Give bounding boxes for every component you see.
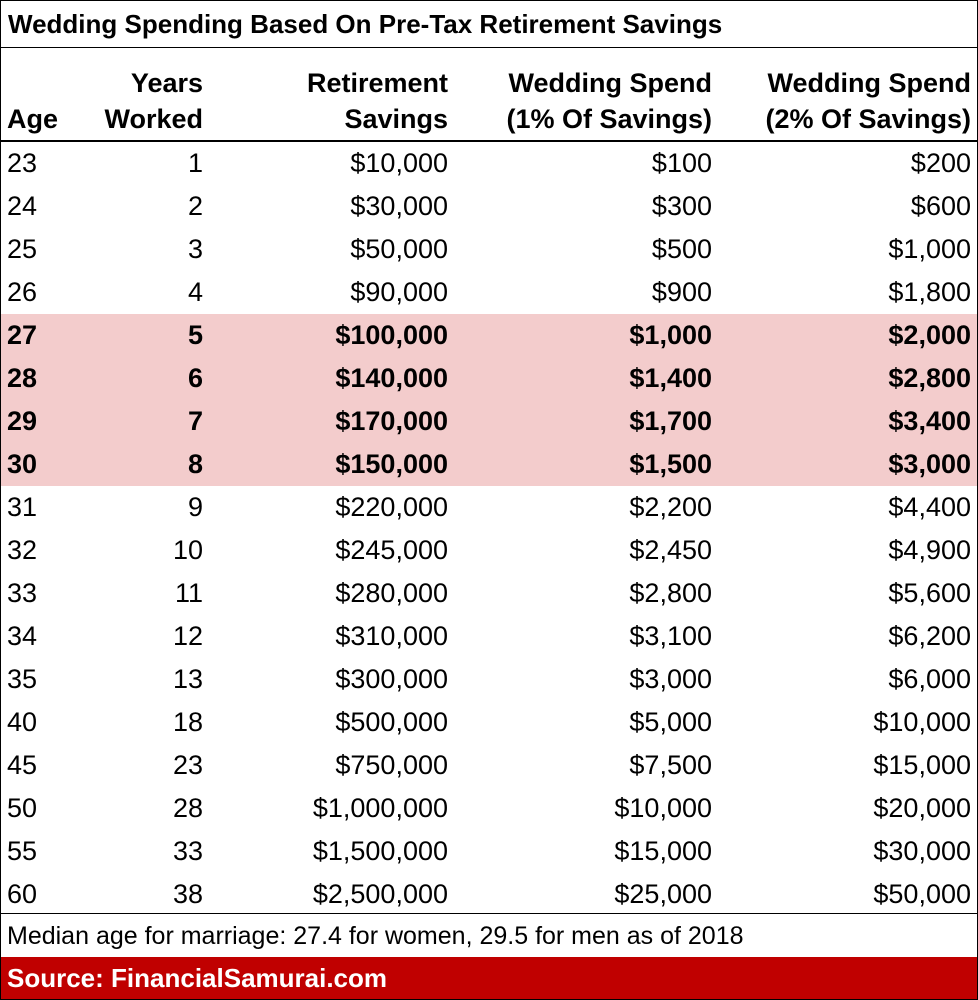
table-row xyxy=(1,400,977,443)
table-row xyxy=(1,615,977,658)
cell-retirement-savings: $30,000 xyxy=(350,191,448,221)
table-row xyxy=(1,701,977,744)
cell-wedding-spend-1pct: $7,500 xyxy=(629,750,712,780)
table-row xyxy=(1,185,977,228)
cell-retirement-savings: $170,000 xyxy=(335,406,448,436)
cell-age: 26 xyxy=(7,277,38,307)
header-years-worked xyxy=(104,65,203,137)
cell-years-worked: 8 xyxy=(187,449,203,479)
cell-retirement-savings: $280,000 xyxy=(335,578,448,608)
table-body xyxy=(1,142,977,916)
cell-wedding-spend-1pct: $300 xyxy=(651,191,712,221)
cell-years-worked: 2 xyxy=(187,191,203,221)
cell-wedding-spend-1pct: $1,500 xyxy=(629,449,712,479)
cell-wedding-spend-1pct: $100 xyxy=(651,148,712,178)
cell-age: 30 xyxy=(7,449,38,479)
footnote: Median age for marriage: 27.4 for women, 29.5 for men as of 2018 xyxy=(1,913,977,957)
cell-age: 27 xyxy=(7,320,38,350)
cell-years-worked: 3 xyxy=(187,234,203,264)
cell-wedding-spend-2pct: $2,000 xyxy=(888,320,971,350)
cell-years-worked: 18 xyxy=(172,707,203,737)
cell-wedding-spend-2pct: $30,000 xyxy=(873,836,971,866)
table-row xyxy=(1,658,977,701)
cell-wedding-spend-1pct: $2,450 xyxy=(629,535,712,565)
cell-age: 60 xyxy=(7,879,38,909)
cell-retirement-savings: $10,000 xyxy=(350,148,448,178)
cell-age: 33 xyxy=(7,578,38,608)
cell-age: 28 xyxy=(7,363,38,393)
cell-retirement-savings: $245,000 xyxy=(335,535,448,565)
cell-wedding-spend-1pct: $2,800 xyxy=(629,578,712,608)
table-row xyxy=(1,443,977,486)
cell-age: 34 xyxy=(7,621,38,651)
cell-wedding-spend-2pct: $1,000 xyxy=(888,234,971,264)
cell-retirement-savings: $220,000 xyxy=(335,492,448,522)
cell-retirement-savings: $90,000 xyxy=(350,277,448,307)
cell-wedding-spend-1pct: $1,400 xyxy=(629,363,712,393)
header-years-line1: Years xyxy=(130,68,203,98)
cell-retirement-savings: $1,000,000 xyxy=(312,793,448,823)
cell-wedding-spend-2pct: $5,600 xyxy=(888,578,971,608)
table-row xyxy=(1,873,977,916)
header-w1-line2: (1% Of Savings) xyxy=(506,104,712,134)
cell-wedding-spend-2pct: $15,000 xyxy=(873,750,971,780)
cell-wedding-spend-2pct: $1,800 xyxy=(888,277,971,307)
cell-years-worked: 9 xyxy=(187,492,203,522)
cell-age: 32 xyxy=(7,535,38,565)
cell-age: 50 xyxy=(7,793,38,823)
cell-wedding-spend-1pct: $1,000 xyxy=(629,320,712,350)
cell-age: 35 xyxy=(7,664,38,694)
cell-age: 55 xyxy=(7,836,38,866)
header-savings-line2: Savings xyxy=(344,104,448,134)
cell-years-worked: 11 xyxy=(174,578,203,608)
cell-years-worked: 23 xyxy=(172,750,203,780)
header-years-line2: Worked xyxy=(104,104,203,134)
cell-wedding-spend-2pct: $10,000 xyxy=(873,707,971,737)
cell-wedding-spend-1pct: $2,200 xyxy=(629,492,712,522)
cell-wedding-spend-2pct: $6,200 xyxy=(888,621,971,651)
table-row xyxy=(1,357,977,400)
cell-age: 45 xyxy=(7,750,38,780)
cell-wedding-spend-2pct: $3,400 xyxy=(888,406,971,436)
header-wedding-spend-2pct xyxy=(765,65,971,137)
cell-retirement-savings: $750,000 xyxy=(335,750,448,780)
header-age-line2: Age xyxy=(7,104,59,134)
header-w2-line2: (2% Of Savings) xyxy=(765,104,971,134)
cell-wedding-spend-2pct: $200 xyxy=(910,148,971,178)
table-row xyxy=(1,744,977,787)
cell-retirement-savings: $140,000 xyxy=(335,363,448,393)
cell-age: 23 xyxy=(7,148,38,178)
cell-wedding-spend-1pct: $500 xyxy=(651,234,712,264)
table-row xyxy=(1,486,977,529)
cell-retirement-savings: $1,500,000 xyxy=(312,836,448,866)
cell-wedding-spend-2pct: $600 xyxy=(910,191,971,221)
header-savings-line1: Retirement xyxy=(306,68,448,98)
header-retirement-savings xyxy=(307,65,448,137)
column-headers xyxy=(1,49,977,142)
cell-years-worked: 1 xyxy=(187,148,203,178)
cell-years-worked: 28 xyxy=(172,793,203,823)
cell-years-worked: 5 xyxy=(187,320,203,350)
table-row xyxy=(1,572,977,615)
header-wedding-spend-1pct xyxy=(506,65,712,137)
cell-years-worked: 4 xyxy=(187,277,203,307)
header-age xyxy=(7,65,58,137)
cell-years-worked: 12 xyxy=(172,621,203,651)
cell-years-worked: 7 xyxy=(187,406,203,436)
table-row xyxy=(1,529,977,572)
table-title: Wedding Spending Based On Pre-Tax Retirement Savings xyxy=(1,1,977,48)
cell-wedding-spend-1pct: $3,100 xyxy=(629,621,712,651)
cell-retirement-savings: $500,000 xyxy=(335,707,448,737)
cell-wedding-spend-2pct: $20,000 xyxy=(873,793,971,823)
cell-wedding-spend-2pct: $50,000 xyxy=(873,879,971,909)
table-row xyxy=(1,787,977,830)
cell-age: 40 xyxy=(7,707,38,737)
table-row xyxy=(1,271,977,314)
cell-wedding-spend-2pct: $4,900 xyxy=(888,535,971,565)
cell-wedding-spend-2pct: $6,000 xyxy=(888,664,971,694)
cell-wedding-spend-2pct: $2,800 xyxy=(888,363,971,393)
table-row xyxy=(1,142,977,185)
cell-years-worked: 13 xyxy=(172,664,203,694)
cell-age: 31 xyxy=(7,492,38,522)
cell-years-worked: 10 xyxy=(172,535,203,565)
cell-wedding-spend-2pct: $4,400 xyxy=(888,492,971,522)
cell-years-worked: 38 xyxy=(172,879,203,909)
cell-age: 25 xyxy=(7,234,38,264)
cell-wedding-spend-1pct: $25,000 xyxy=(614,879,712,909)
cell-retirement-savings: $300,000 xyxy=(335,664,448,694)
cell-retirement-savings: $100,000 xyxy=(335,320,448,350)
cell-wedding-spend-1pct: $5,000 xyxy=(629,707,712,737)
cell-years-worked: 33 xyxy=(172,836,203,866)
cell-wedding-spend-1pct: $10,000 xyxy=(614,793,712,823)
header-age-line1 xyxy=(7,65,58,101)
header-w2-line1: Wedding Spend xyxy=(767,68,971,98)
table-row xyxy=(1,830,977,873)
cell-retirement-savings: $50,000 xyxy=(350,234,448,264)
source-bar: Source: FinancialSamurai.com xyxy=(1,957,977,999)
cell-retirement-savings: $2,500,000 xyxy=(312,879,448,909)
table-row xyxy=(1,228,977,271)
cell-retirement-savings: $150,000 xyxy=(335,449,448,479)
cell-age: 29 xyxy=(7,406,38,436)
cell-retirement-savings: $310,000 xyxy=(335,621,448,651)
cell-wedding-spend-1pct: $900 xyxy=(651,277,712,307)
cell-wedding-spend-1pct: $3,000 xyxy=(629,664,712,694)
cell-wedding-spend-2pct: $3,000 xyxy=(888,449,971,479)
header-w1-line1: Wedding Spend xyxy=(508,68,712,98)
table-row xyxy=(1,314,977,357)
cell-wedding-spend-1pct: $1,700 xyxy=(629,406,712,436)
cell-years-worked: 6 xyxy=(187,363,203,393)
cell-age: 24 xyxy=(7,191,38,221)
cell-wedding-spend-1pct: $15,000 xyxy=(614,836,712,866)
